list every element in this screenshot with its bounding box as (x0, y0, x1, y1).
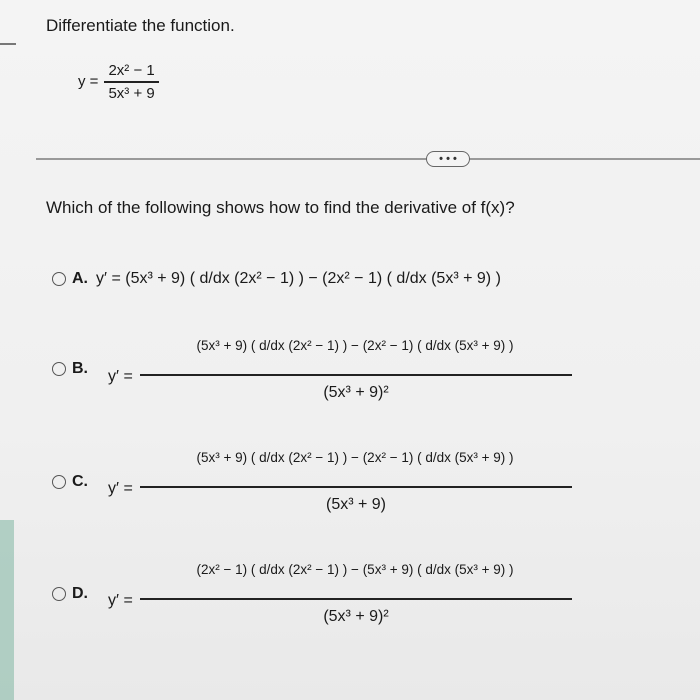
option-d-numerator: (2x² − 1) ( d/dx (2x² − 1) ) − (5x³ + 9) ( d/dx (5x³ + 9) ) (196, 562, 514, 577)
function-denominator: 5x³ + 9 (108, 84, 155, 102)
option-b-denominator: (5x³ + 9)² (323, 384, 389, 401)
option-a[interactable] (52, 270, 501, 288)
function-fraction (104, 62, 158, 102)
side-marker (0, 43, 16, 45)
option-a-expression: y′ = (5x³ + 9) ( d/dx (2x² − 1) ) − (2x² − 1) ( d/dx (5x³ + 9) ) (96, 270, 501, 287)
option-c-denominator: (5x³ + 9) (325, 496, 386, 513)
option-d-letter: D. (72, 585, 88, 602)
section-divider (36, 158, 700, 160)
option-d-denominator: (5x³ + 9)² (323, 608, 389, 625)
option-d-fraction-bar (140, 598, 572, 600)
option-b-fraction-bar (140, 374, 572, 376)
option-b-lhs: y′ = (108, 368, 133, 385)
side-accent-strip (0, 520, 14, 700)
function-definition (78, 62, 159, 102)
option-b[interactable] (52, 360, 96, 378)
option-c-numerator: (5x³ + 9) ( d/dx (2x² − 1) ) − (2x² − 1) ( d/dx (5x³ + 9) ) (196, 450, 514, 465)
question-prompt: Which of the following shows how to find the derivative of f(x)? (46, 198, 515, 217)
function-lhs: y = (78, 73, 99, 91)
question-title: Differentiate the function. (46, 16, 235, 35)
radio-a[interactable] (52, 272, 66, 286)
option-d-lhs: y′ = (108, 592, 133, 609)
option-a-letter: A. (72, 270, 88, 287)
option-c-lhs: y′ = (108, 480, 133, 497)
option-c[interactable] (52, 473, 96, 491)
option-c-fraction-bar (140, 486, 572, 488)
option-b-letter: B. (72, 360, 88, 377)
option-b-numerator: (5x³ + 9) ( d/dx (2x² − 1) ) − (2x² − 1) ( d/dx (5x³ + 9) ) (196, 338, 514, 353)
radio-d[interactable] (52, 587, 66, 601)
function-numerator: 2x² − 1 (108, 62, 155, 79)
more-button[interactable]: • • • (426, 151, 470, 167)
radio-b[interactable] (52, 362, 66, 376)
option-c-letter: C. (72, 473, 88, 490)
option-d[interactable] (52, 585, 96, 603)
radio-c[interactable] (52, 475, 66, 489)
